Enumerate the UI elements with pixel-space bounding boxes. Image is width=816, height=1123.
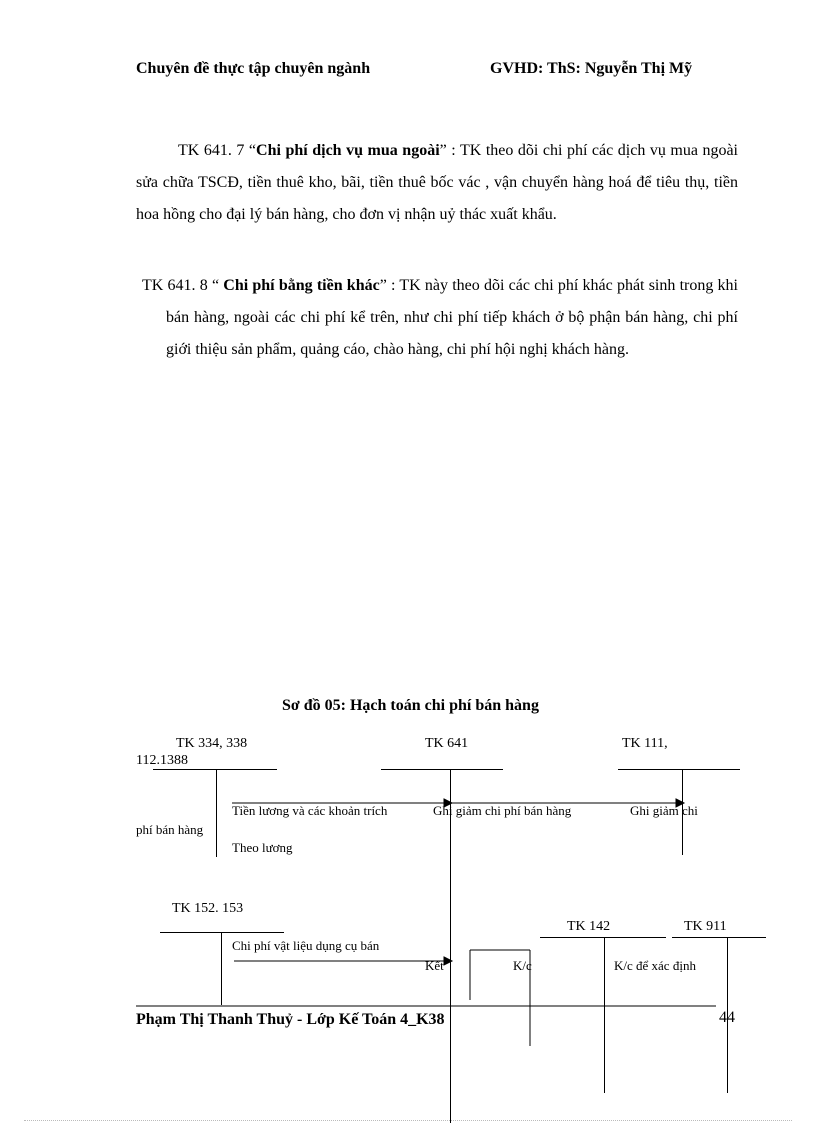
account-tk152: TK 152. 153 [172,901,244,916]
p2-rest: ” : TK này theo dõi các chi phí khác phát sinh trong khi bán hàng, ngoài các chi phí kể trên, như chi phí tiếp khách ở bộ phận bán hàng, chi phí giới thiệu sản phẩm, quảng cáo, chào hàng, chi phí hội nghị khách hàng. [166,277,738,358]
label-kc-xac-dinh: K/c để xác định [614,958,696,973]
bottom-dotted-rule [24,1120,792,1121]
label-chi-phi-vat-lieu: Chi phí vật liệu dụng cụ bán [232,938,380,953]
p1-bold: Chi phí dịch vụ mua ngoài [256,142,440,159]
label-phi-ban-hang: phí bán hàng [136,822,204,837]
account-tk142: TK 142 [567,919,611,934]
header-left: Chuyên đề thực tập chuyên ngành [136,60,371,77]
label-ket: Kết [425,958,444,973]
label-ghi-giam-1: Ghi giảm chi phí bán hàng [433,803,572,818]
account-tk641: TK 641 [425,736,469,751]
p1-prefix: TK 641. 7 “ [178,142,257,159]
p2-bold: Chi phí bằng tiền khác [223,277,380,294]
account-tk911: TK 911 [684,919,727,934]
footer-page-number: 44 [719,1009,735,1026]
label-ghi-giam-2: Ghi giảm chi [630,803,698,818]
footer-author: Phạm Thị Thanh Thuỷ - Lớp Kế Toán 4_K38 [136,1011,445,1028]
account-tk334: TK 334, 338 [176,736,248,751]
account-tk111: TK 111, [622,736,668,751]
label-tien-luong: Tiền lương và các khoản trích [232,803,388,818]
account-tk334-cont: 112.1388 [136,753,188,768]
p2-prefix: TK 641. 8 “ [142,277,224,294]
arrowhead-vatlieu [444,957,452,965]
label-theo-luong: Theo lương [232,840,293,855]
label-kc: K/c [513,958,532,973]
header-right: GVHD: ThS: Nguyễn Thị Mỹ [490,60,693,77]
p1-rest: ” : TK theo dõi chi phí các dịch vụ mua ngoài sửa chữa TSCĐ, tiền thuê kho, bãi, tiền thuê bốc vác , vận chuyển hàng hoá để tiêu thụ, tiền hoa hồng cho đại lý bán hàng, cho đơn vị nhận uỷ thác xuất khẩu. [136,142,738,223]
diagram-title: Sơ đồ 05: Hạch toán chi phí bán hàng [282,697,539,714]
